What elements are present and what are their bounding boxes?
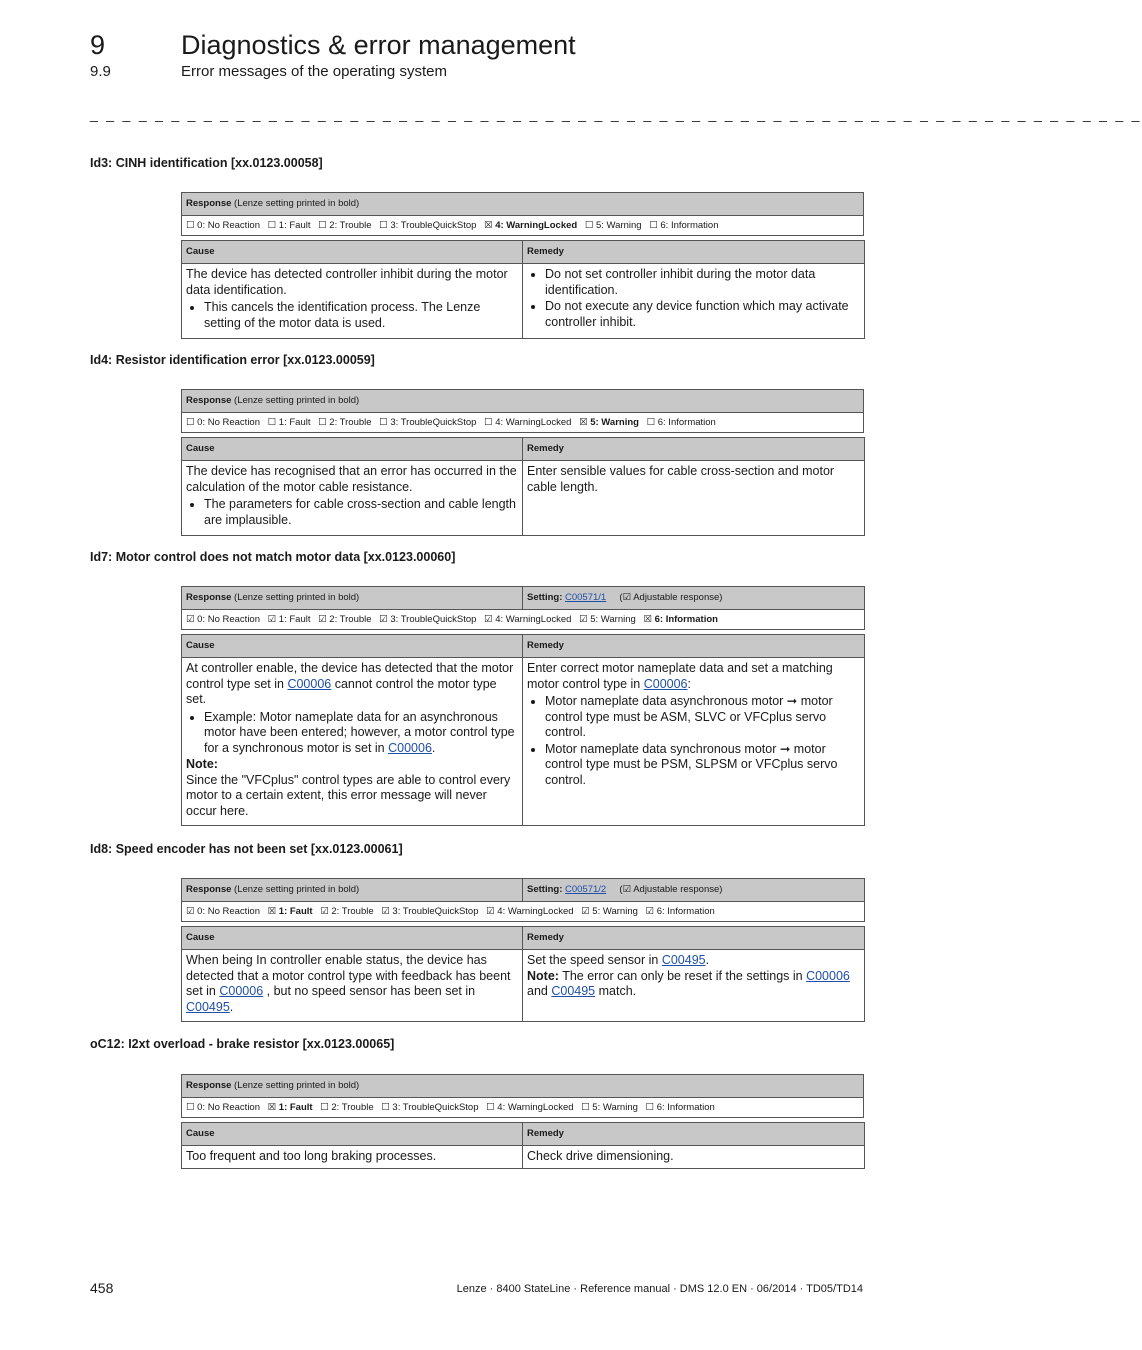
response-option: ☑ 2: Trouble: [318, 614, 372, 625]
param-link[interactable]: C00495: [661, 953, 706, 967]
remedy-header: Remedy: [523, 927, 865, 950]
remedy-bullet: • Motor nameplate data synchronous motor ➞ motor control type must be PSM, SLPSM or VFCplus servo control.: [545, 742, 860, 789]
cause-cell: When being In controller enable status, the device has detected that a motor control type with feedback has beent set in C00006 , but no speed sensor has been set in C00495.: [182, 950, 523, 1022]
response-option: ☐ 4: WarningLocked: [486, 1102, 574, 1113]
response-options: [182, 413, 864, 433]
param-link[interactable]: C00006: [287, 676, 332, 691]
remedy-header: Remedy: [523, 1123, 865, 1146]
cause-remedy-table-id3: [181, 240, 865, 339]
response-option: ☐ 4: WarningLocked: [484, 417, 572, 428]
response-option: ☑ 4: WarningLocked: [486, 906, 574, 917]
remedy-header: Remedy: [523, 635, 865, 658]
response-option: ☐ 3: TroubleQuickStop: [379, 220, 477, 231]
section-number: 9.9: [90, 63, 111, 80]
remedy-header: Remedy: [523, 438, 865, 461]
response-option: ☑ 3: TroubleQuickStop: [381, 906, 479, 917]
response-option: ☑ 1: Fault: [267, 614, 311, 625]
remedy-cell: Enter correct motor nameplate data and set a matching motor control type in C00006: • Motor nameplate data asynchronous motor ➞ motor control type must be ASM, SLVC or VFCplus servo control. • Motor nameplate data synchronous motor ➞ motor control type must be PSM, SLPSM or VFCplus servo control.: [523, 658, 865, 826]
cause-bullet: • The parameters for cable cross-section and cable length are implausible.: [204, 497, 518, 528]
header-divider: _ _ _ _ _ _ _ _ _ _ _ _ _ _ _ _ _ _ _ _ _ _ _ _ _ _ _ _ _ _ _ _ _ _ _ _ _ _ _ _ _ _ _ _ _ _ _ _ _ _ _ _ _ _ _ _ _ _ _ _ _ _ _ _ _: [90, 106, 1142, 122]
response-option: ☑ 3: TroubleQuickStop: [379, 614, 477, 625]
cause-remedy-table-id7: [181, 634, 865, 826]
cause-bullet: • This cancels the identification process. The Lenze setting of the motor data is used.: [204, 300, 518, 331]
remedy-bullet: • Do not set controller inhibit during the motor data identification.: [545, 267, 860, 298]
response-option: ☐ 5: Warning: [581, 1102, 638, 1113]
remedy-cell: Check drive dimensioning.: [523, 1146, 865, 1169]
response-header: Response (Lenze setting printed in bold): [182, 193, 864, 216]
remedy-header: Remedy: [523, 241, 865, 264]
response-option: ☐ 2: Trouble: [318, 220, 372, 231]
setting-header: Setting: C00571/1 (☑ Adjustable response): [523, 587, 865, 610]
error-title-id4: Id4: Resistor identification error [xx.0123.00059]: [90, 353, 375, 367]
page-number: 458: [90, 1280, 114, 1296]
cause-bullet: • Example: Motor nameplate data for an asynchronous motor have been entered; however, a motor control type for a synchronous motor is set in C00006.: [204, 710, 518, 757]
response-table-id8: [181, 878, 865, 922]
response-option: ☐ 6: Information: [649, 220, 719, 231]
param-link[interactable]: C00495: [186, 999, 230, 1014]
response-option-selected: ☒ 5: Warning: [579, 417, 639, 428]
response-options: [182, 216, 864, 236]
response-option: ☑ 0: No Reaction: [186, 906, 260, 917]
error-title-id3: Id3: CINH identification [xx.0123.00058]: [90, 156, 323, 170]
response-option: ☐ 2: Trouble: [320, 1102, 374, 1113]
response-option: ☐ 1: Fault: [267, 220, 311, 231]
remedy-cell: Enter sensible values for cable cross-section and motor cable length.: [523, 461, 865, 536]
chapter-title: Diagnostics & error management: [181, 30, 576, 60]
response-table-id3: [181, 192, 864, 236]
param-link[interactable]: C00495: [551, 984, 596, 998]
response-option-selected: ☒ 1: Fault: [267, 906, 313, 917]
response-options: [182, 1098, 864, 1118]
response-options: [182, 902, 865, 922]
error-title-oc12: oC12: I2xt overload - brake resistor [xx.0123.00065]: [90, 1037, 395, 1051]
param-link[interactable]: C00006: [643, 676, 688, 691]
remedy-bullet: • Do not execute any device function which may activate controller inhibit.: [545, 299, 860, 330]
chapter-number: 9: [90, 30, 106, 60]
response-option: ☑ 4: WarningLocked: [484, 614, 572, 625]
response-option: ☑ 5: Warning: [579, 614, 636, 625]
note-label: Note:: [527, 968, 559, 983]
response-option-selected: ☒ 1: Fault: [267, 1102, 313, 1113]
cause-remedy-table-id8: [181, 926, 865, 1022]
note-label: Note:: [186, 757, 218, 771]
cause-cell: The device has detected controller inhibit during the motor data identification. • This cancels the identification process. The Lenze setting of the motor data is used.: [182, 264, 523, 339]
cause-header: Cause: [182, 241, 523, 264]
response-option: ☐ 6: Information: [645, 1102, 715, 1113]
error-title-id7: Id7: Motor control does not match motor data [xx.0123.00060]: [90, 550, 456, 564]
note-text: Since the "VFCplus" control types are able to control every motor to a certain extent, this error message will never occur here.: [186, 772, 511, 818]
setting-link[interactable]: C00571/1: [565, 592, 607, 603]
footer-doc-info: Lenze · 8400 StateLine · Reference manual · DMS 12.0 EN · 06/2014 · TD05/TD14: [456, 1283, 863, 1295]
response-option: ☐ 3: TroubleQuickStop: [379, 417, 477, 428]
remedy-cell: Set the speed sensor in C00495. Note: The error can only be reset if the settings in C00006 and C00495 match.: [523, 950, 865, 1022]
remedy-bullet: • Motor nameplate data asynchronous motor ➞ motor control type must be ASM, SLVC or VFCplus servo control.: [545, 694, 860, 741]
response-option: ☐ 0: No Reaction: [186, 1102, 260, 1113]
response-option-selected: ☒ 6: Information: [643, 614, 718, 625]
param-link[interactable]: C00006: [806, 968, 850, 983]
response-table-oc12: [181, 1074, 864, 1118]
response-option: ☑ 2: Trouble: [320, 906, 374, 917]
response-option: ☐ 2: Trouble: [318, 417, 372, 428]
response-header: Response (Lenze setting printed in bold): [182, 587, 523, 610]
cause-remedy-table-id4: [181, 437, 865, 536]
cause-header: Cause: [182, 927, 523, 950]
cause-header: Cause: [182, 1123, 523, 1146]
cause-remedy-table-oc12: [181, 1122, 865, 1169]
cause-cell: The device has recognised that an error has occurred in the calculation of the motor cable resistance. • The parameters for cable cross-section and cable length are implausible.: [182, 461, 523, 536]
cause-cell: At controller enable, the device has detected that the motor control type set in C00006 cannot control the motor type set. • Example: Motor nameplate data for an asynchronous motor have been entered; however, a motor control type for a synchronous motor is set in C00006. Note: Since the "VFCplus" control types are able to control every motor to a certain extent, this error message will never occur here.: [182, 658, 523, 826]
response-options: [182, 610, 865, 630]
response-option: ☑ 0: No Reaction: [186, 614, 260, 625]
cause-header: Cause: [182, 438, 523, 461]
response-header: Response (Lenze setting printed in bold): [182, 879, 523, 902]
response-table-id4: [181, 389, 864, 433]
response-option: ☐ 6: Information: [646, 417, 716, 428]
param-link[interactable]: C00006: [219, 984, 264, 998]
setting-link[interactable]: C00571/2: [565, 884, 607, 895]
response-option: ☐ 0: No Reaction: [186, 417, 260, 428]
response-option: ☐ 0: No Reaction: [186, 220, 260, 231]
response-option-selected: ☒ 4: WarningLocked: [484, 220, 578, 231]
error-title-id8: Id8: Speed encoder has not been set [xx.0123.00061]: [90, 842, 403, 856]
section-title: Error messages of the operating system: [181, 63, 447, 80]
response-option: ☐ 3: TroubleQuickStop: [381, 1102, 479, 1113]
response-header: Response (Lenze setting printed in bold): [182, 1075, 864, 1098]
cause-header: Cause: [182, 635, 523, 658]
setting-header: Setting: C00571/2 (☑ Adjustable response): [523, 879, 865, 902]
response-header: Response (Lenze setting printed in bold): [182, 390, 864, 413]
response-option: ☐ 1: Fault: [267, 417, 311, 428]
remedy-cell: [523, 264, 865, 339]
cause-cell: Too frequent and too long braking processes.: [182, 1146, 523, 1169]
response-table-id7: [181, 586, 865, 630]
response-option: ☐ 5: Warning: [584, 220, 642, 231]
response-option: ☑ 6: Information: [645, 906, 715, 917]
param-link[interactable]: C00006: [388, 740, 432, 755]
response-option: ☑ 5: Warning: [581, 906, 638, 917]
